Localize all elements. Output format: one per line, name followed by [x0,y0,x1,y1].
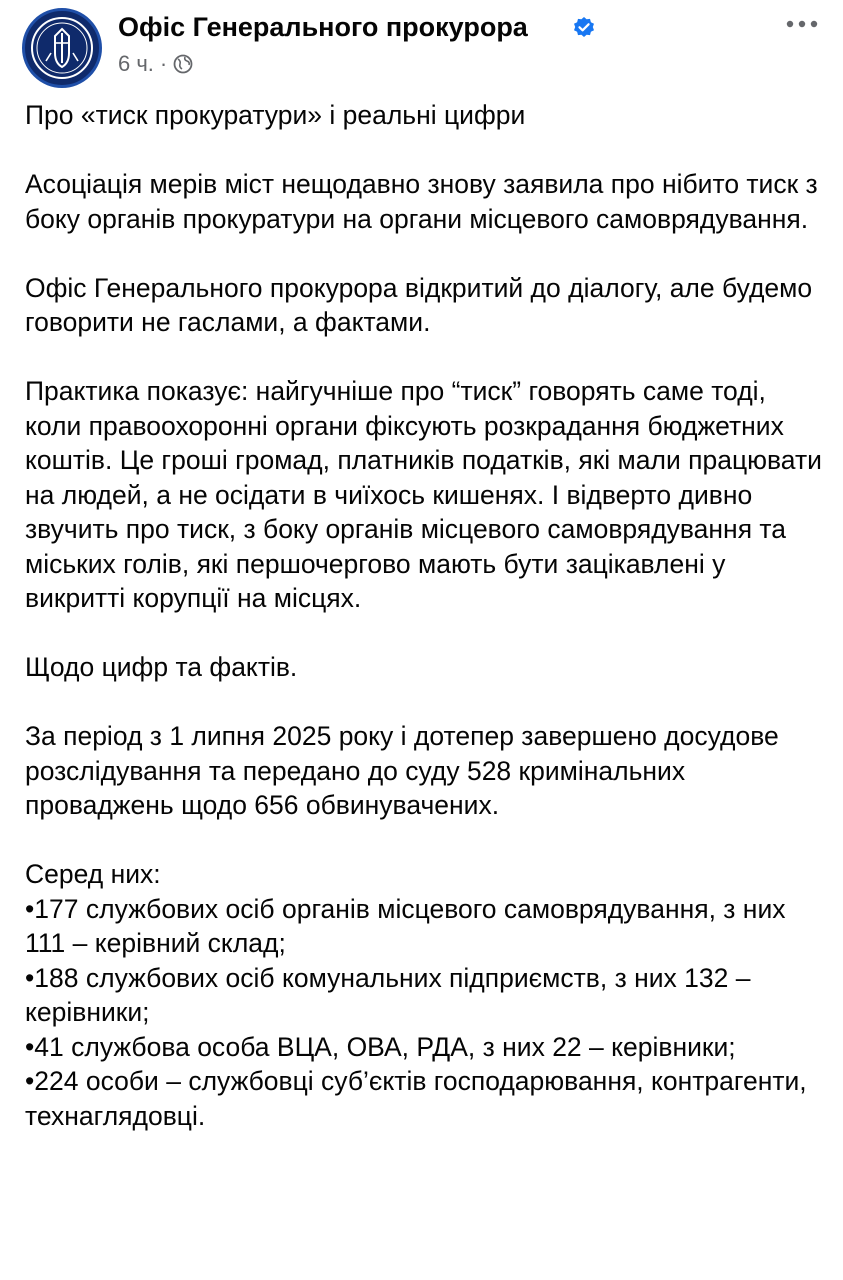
prosecutor-emblem-icon [25,11,99,85]
post-meta [118,50,193,77]
post-timestamp[interactable]: 6 ч. [118,51,154,77]
meta-separator: · [159,51,168,77]
post-paragraph: За період з 1 липня 2025 року і дотепер завершено досудове розслідування та передано до суду 528 кримінальних проваджень щодо 656 обвинувачених. [25,721,779,820]
page-avatar[interactable] [22,8,102,88]
post-paragraph: Асоціація мерів міст нещодавно знову заявила про нібито тиск з боку органів прокуратури на органи місцевого самоврядування. [25,169,818,234]
post-paragraph: Щодо цифр та фактів. [25,652,298,682]
list-item: •41 службова особа ВЦА, ОВА, РДА, з них 22 – керівники; [25,1031,736,1062]
list-intro: Серед них: [25,859,161,889]
post-text [25,98,825,1133]
post-headline: Про «тиск прокуратури» і реальні цифри [25,100,526,130]
verified-badge-icon [572,16,596,40]
post-paragraph: Практика показує: найгучніше про “тиск” говорять саме тоді, коли правоохоронні органи фіксують розкрадання бюджетних коштів. Це гроші громад, платників податків, які мали працювати на людей, а не осідати в чиїхось кишенях. І відверто дивно звучить про тиск, з боку органів місцевого самоврядування та міських голів, які першочергово мають бути зацікавлені у викритті корупції на місцях. [25,376,822,613]
list-item: •177 службових осіб органів місцевого самоврядування, з них 111 – керівний склад; [25,893,786,958]
post-header [0,0,843,90]
page-name-link[interactable]: Офіс Генерального прокурора [118,12,528,42]
more-options-icon[interactable] [784,14,820,34]
post-paragraph: Офіс Генерального прокурора відкритий до діалогу, але будемо говорити не гаслами, а фактами. [25,272,813,337]
list-item: •224 особи – службовці суб’єктів господарювання, контрагенти, технаглядовці. [25,1066,807,1131]
list-item: •188 службових осіб комунальних підприємств, з них 132 – керівники; [25,962,751,1027]
globe-icon[interactable] [173,54,193,74]
